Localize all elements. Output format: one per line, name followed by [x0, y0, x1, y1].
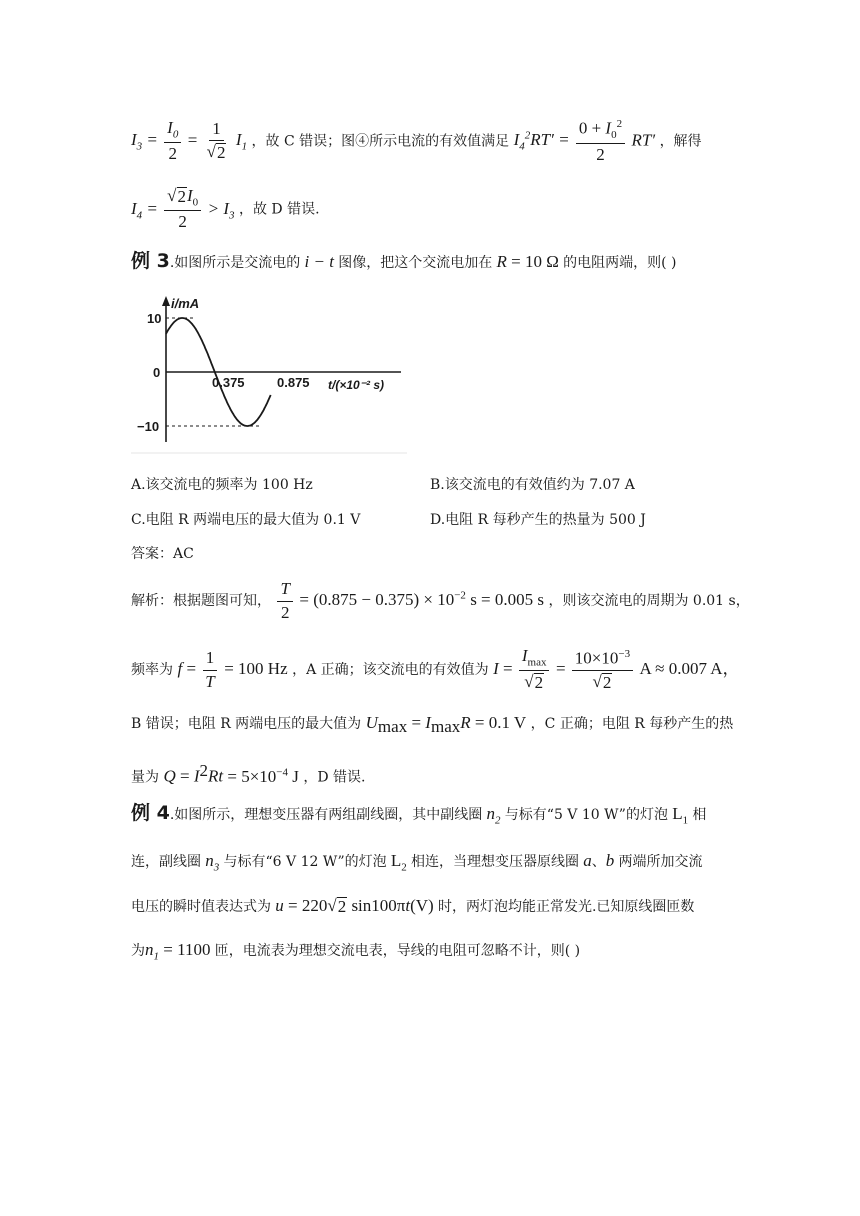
y-tick-minus-10: −10 [137, 419, 160, 434]
x-tick-0375: 0.375 [212, 375, 245, 390]
analysis-line-3: B 错误；电阻 R 两端电压的最大值为 $U_{max} = I_{max}R = 0.1$ V ，C 正确；电阻 R 每秒产生的热 [131, 713, 734, 736]
prev-text-1: ，故 C 错误；图④所示电流的有效值满足 [251, 133, 510, 150]
example-4-line-2: 连，副线圈 $n_3$ 与标有“6 V 12 W”的灯泡 $L_2$ 相连，当理想变压器原线圈 a、b 两端所加交流 [131, 851, 703, 874]
prev-solution-line-2: $I_4$ = √ 2 $I_0$ 2 > $I_3$ ，故 D 错误. [131, 186, 320, 232]
current-time-graph [131, 292, 407, 454]
x-axis-label: t/(×10⁻² s) [328, 378, 385, 392]
option-d: D.电阻 R 每秒产生的热量为 500 J [430, 512, 646, 528]
fraction-i0-over-2: $\frac{I_0}{2}$ [164, 119, 181, 164]
formula-i3: $I_3$ = [131, 130, 163, 153]
fraction-t-over-2: $\frac{T}{2}$ [277, 580, 292, 622]
y-tick-0: 0 [153, 365, 161, 380]
fraction-sqrt2-i0: √ 2 $I_0$ 2 [164, 187, 201, 232]
fraction-value-over-sqrt2: $10\times 10^{-3}$ √ 2 [572, 648, 633, 693]
example-4-line-3: 电压的瞬时值表达式为 u = 220√ 2 sin100πt(V) 时，两灯泡均能正常发光.已知原线圈匝数 [131, 896, 695, 916]
fraction-1-over-t: $\frac{1}{T}$ [202, 649, 217, 691]
y-axis-label: i/mA [171, 296, 200, 311]
example-3-stem: 例 3.如图所示是交流电的 i − t 图像，把这个交流电加在 R = 10 Ω 的电阻两端，则( ) [131, 250, 677, 272]
formula-i4-heat: $I_4^2RT'$ = [513, 129, 574, 153]
option-b: B.该交流电的有效值约为 7.07 A [430, 477, 635, 493]
option-a: A.该交流电的频率为 100 Hz [131, 477, 313, 493]
y-tick-10: 10 [147, 311, 162, 326]
prev-solution-line-1: $I_3$ = $\frac{I_0}{2}$ = 1 √ 2 $I_1$ ，故 C 错误；图④所示电流的有效值满足 $I_4^2RT'$ = $\frac{0 + I_0^2}{2}$ RT′ ，解得 [131, 117, 702, 165]
prev-text-3: ，故 D 错误. [238, 201, 320, 218]
fraction-1-over-sqrt2: 1 √ 2 [206, 118, 226, 163]
example-4-line-1: 例 4.如图所示，理想变压器有两组副线圈，其中副线圈 $n_2$ 与标有“5 V 10 W”的灯泡 $L_1$ 相 [131, 802, 707, 827]
fraction-heat: $\frac{0 + I_0^2}{2}$ [576, 118, 625, 165]
answer-text: 答案：AC [131, 546, 194, 562]
fraction-imax-over-sqrt2: $I_{max}$ √ 2 [519, 647, 550, 693]
option-c: C.电阻 R 两端电压的最大值为 0.1 V [131, 512, 361, 528]
analysis-line-2: 频率为 f = $\frac{1}{T}$ = 100 Hz ，A 正确；该交流电的有效值为 I = $I_{max}$ √ 2 = $10\times 10^{-3}$ √ 2 A ≈ 0.007 A， [131, 646, 740, 693]
example-3-label: 例 3 [131, 250, 170, 272]
analysis-line-1: 解析：根据题图可知， $\frac{T}{2}$ = $(0.875 - 0.375) \times 10^{-2}$ s = 0.005 s ，则该交流电的周期为 0.01 s， [131, 579, 750, 622]
example-4-label: 例 4 [131, 802, 170, 824]
analysis-line-4: 量为 $Q = I^2Rt = 5\times 10^{-4}$ J ，D 错误. [131, 761, 366, 786]
example-4-line-4: 为$n_1 = 1100$ 匝，电流表为理想交流电表，导线的电阻可忽略不计，则( ) [131, 940, 581, 963]
x-tick-0875: 0.875 [277, 375, 310, 390]
prev-text-2: ，解得 [659, 133, 702, 150]
